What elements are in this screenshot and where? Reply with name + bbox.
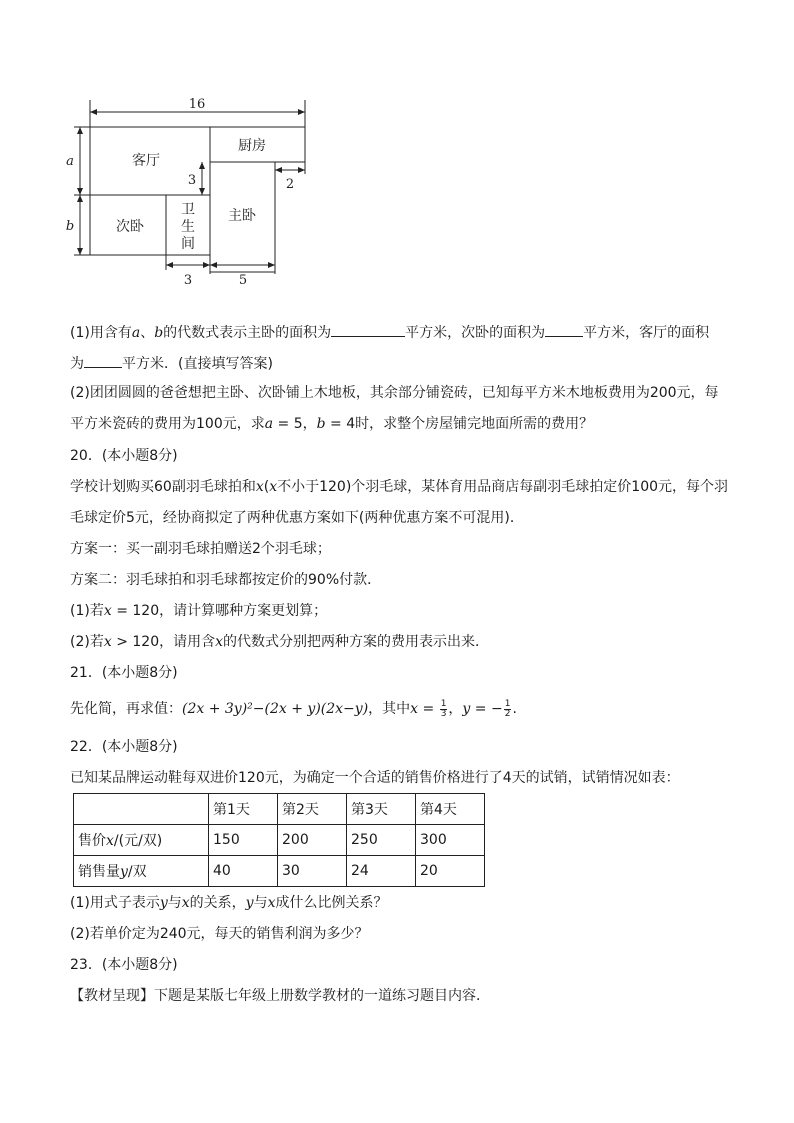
room-master-bedroom: 主卧 bbox=[228, 208, 256, 224]
q19-part2-line1: (2)团团圆圆的爸爸想把主卧、次卧铺上木地板，其余部分铺瓷砖，已知每平方米木地板费用为200元，每 bbox=[70, 385, 719, 401]
dim-label-b: b bbox=[65, 219, 75, 234]
table-cell: 40 bbox=[209, 856, 278, 887]
floor-plan-figure bbox=[60, 92, 320, 292]
q20-plan2: 方案二：羽毛球拍和羽毛球都按定价的90%付款． bbox=[70, 572, 382, 588]
q20-header: 20．(本小题8分) bbox=[70, 448, 178, 464]
q20-plan1: 方案一：买一副羽毛球拍赠送2个羽毛球； bbox=[70, 541, 331, 557]
table-cell: 200 bbox=[278, 825, 347, 856]
answer-blank-living[interactable] bbox=[84, 352, 122, 368]
q22-sub2: (2)若单价定为240元，每天的销售利润为多少？ bbox=[70, 926, 369, 942]
table-cell: 第1天 bbox=[209, 794, 278, 825]
table-cell: 第2天 bbox=[278, 794, 347, 825]
answer-blank-second[interactable] bbox=[545, 321, 583, 337]
table-row bbox=[74, 856, 485, 887]
table-cell: 售价x/(元/双) bbox=[74, 825, 209, 856]
q19-part2-line2: 平方米瓷砖的费用为100元，求a = 5，b = 4时，求整个房屋铺完地面所需的费用？ bbox=[70, 416, 594, 432]
dim-label-3-bottom: 3 bbox=[183, 273, 193, 288]
dim-label-2: 2 bbox=[285, 177, 295, 192]
fraction-y: $\frac{1}{2}$ bbox=[504, 698, 511, 719]
floor-plan-outline bbox=[90, 127, 305, 272]
room-bathroom-2: 生 bbox=[181, 219, 195, 235]
room-bathroom-3: 间 bbox=[181, 236, 195, 252]
table-row bbox=[74, 825, 485, 856]
q20-sub1: (1)若x = 120，请计算哪种方案更划算； bbox=[70, 603, 328, 619]
q20-line2: 毛球定价5元，经协商拟定了两种优惠方案如下(两种优惠方案不可混用)． bbox=[70, 510, 524, 526]
table-cell: 第4天 bbox=[416, 794, 485, 825]
table-cell: 300 bbox=[416, 825, 485, 856]
q20-sub2: (2)若x > 120，请用含x的代数式分别把两种方案的费用表示出来． bbox=[70, 634, 490, 650]
q23-header: 23．(本小题8分) bbox=[70, 957, 178, 973]
room-living: 客厅 bbox=[132, 153, 160, 169]
table-row bbox=[74, 794, 485, 825]
q21-header: 21．(本小题8分) bbox=[70, 665, 178, 681]
table-cell bbox=[74, 794, 209, 825]
q21-body: 先化简，再求值：(2x + 3y)²−(2x + y)(2x−y)，其中x = $\frac{1}{3}$ ，y = − $\frac{1}{2}$ . bbox=[70, 698, 517, 719]
table-cell: 20 bbox=[416, 856, 485, 887]
q22-sub1: (1)用式子表示y与x的关系，y与x成什么比例关系？ bbox=[70, 895, 388, 911]
sales-table bbox=[73, 793, 485, 887]
room-kitchen: 厨房 bbox=[238, 138, 266, 154]
table-cell: 150 bbox=[209, 825, 278, 856]
dim-label-total: 16 bbox=[188, 97, 206, 112]
table-cell: 250 bbox=[347, 825, 416, 856]
table-cell: 24 bbox=[347, 856, 416, 887]
answer-blank-master[interactable] bbox=[331, 321, 405, 337]
q22-header: 22．(本小题8分) bbox=[70, 739, 178, 755]
fraction-x: $\frac{1}{3}$ bbox=[440, 698, 447, 719]
table-cell: 销售量y/双 bbox=[74, 856, 209, 887]
dim-label-5: 5 bbox=[238, 273, 248, 288]
q22-intro: 已知某品牌运动鞋每双进价120元，为确定一个合适的销售价格进行了4天的试销，试销情况如表： bbox=[70, 770, 680, 786]
q20-line1: 学校计划购买60副羽毛球拍和x(x不小于120)个羽毛球，某体育用品商店每副羽毛球拍定价100元，每个羽 bbox=[70, 479, 729, 495]
room-second-bedroom: 次卧 bbox=[116, 219, 144, 235]
table-cell: 第3天 bbox=[347, 794, 416, 825]
q19-part1-line2: 为 平方米．(直接填写答案) bbox=[70, 352, 273, 374]
q19-part1-line1: (1)用含有a、b的代数式表示主卧的面积为 平方米，次卧的面积为 平方米，客厅的面积 bbox=[70, 321, 709, 343]
table-cell: 30 bbox=[278, 856, 347, 887]
dim-label-a: a bbox=[66, 154, 74, 169]
q23-text: 【教材呈现】下题是某版七年级上册数学教材的一道练习题目内容． bbox=[70, 988, 490, 1004]
room-bathroom-1: 卫 bbox=[181, 202, 195, 218]
dim-label-3-vertical: 3 bbox=[187, 173, 197, 188]
